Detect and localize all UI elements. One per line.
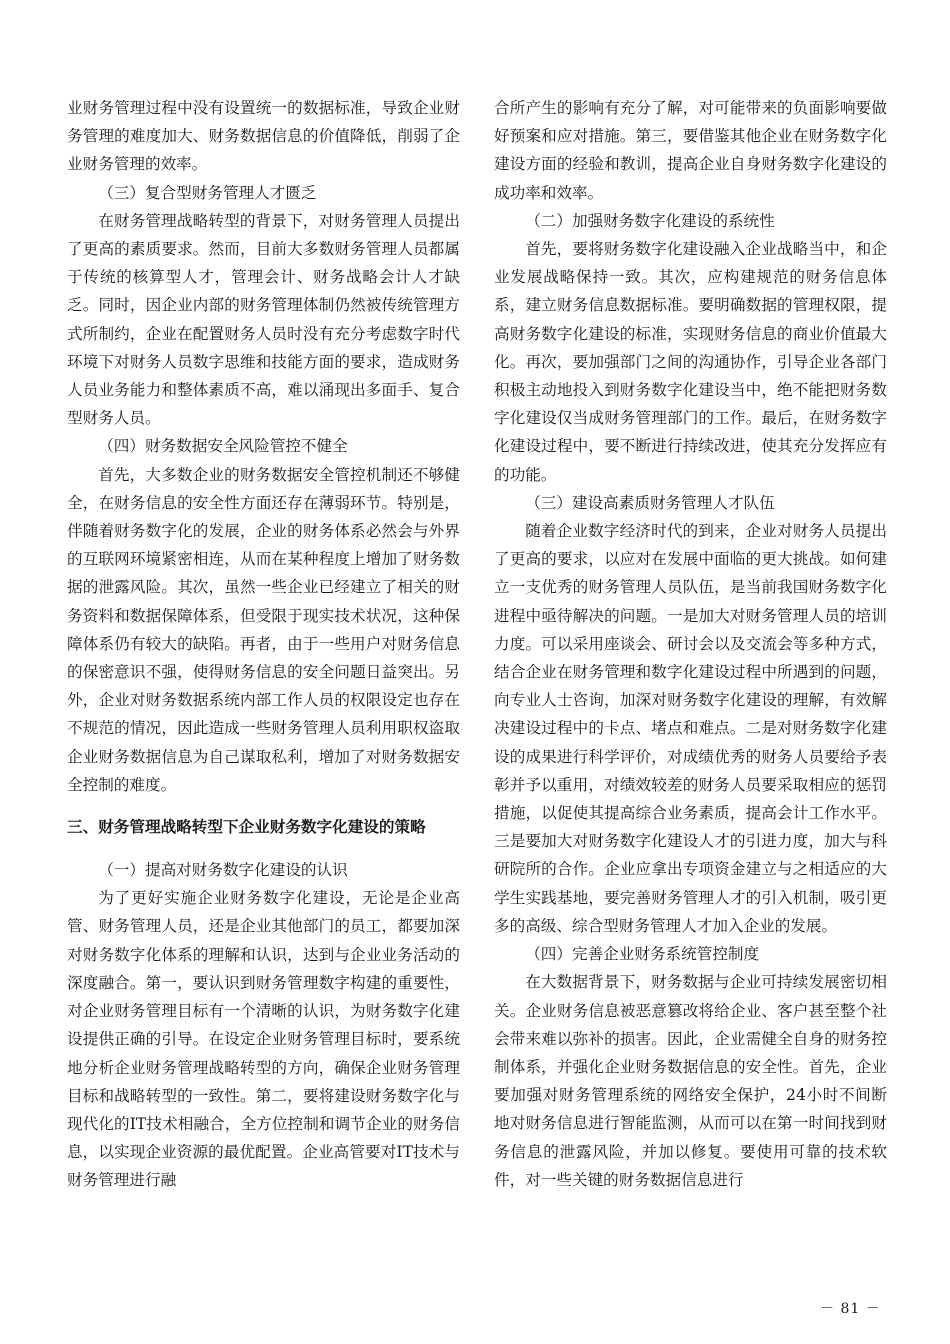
subheading-talent-team: （三）建设高素质财务管理人才队伍 — [525, 493, 775, 512]
paragraph-awareness: 为了更好实施企业财务数字化建设，无论是企业高管、财务管理人员，还是企业其他部门的员工，都要加深对财务数字化体系的理解和认识，达到与企业业务活动的深度融合。第一，要认识到财务管理数字构建的重要性，对企业财务管理目标有一个清晰的认识，为财务数字化建设提供正确的引导。在设定企业财务管理目标时，要系统地分析企业财务管理战略转型的方向，确保企业财务管理目标和战略转型的一致性。第二，要将建设财务数字化与现代化的IT技术相融合，全方位控制和调节企业的财务信息，以实现企业资源的最优配置。企业高管要对IT技术与财务管理进行融 — [67, 889, 460, 1190]
subheading-data-security: （四）财务数据安全风险管控不健全 — [98, 437, 348, 456]
paragraph-talent-shortage: 在财务管理战略转型的背景下，对财务管理人员提出了更高的素质要求。然而，目前大多数财务管理人员都属于传统的核算型人才，管理会计、财务战略会计人才缺乏。同时，因企业内部的财务管理体制仍然被传统管理方式所制约，企业在配置财务人员时没有充分考虑数字时代环境下对财务人员数字思维和技能方面的要求，造成财务人员业务能力和整体素质不高，难以涌现出多面手、复合型财务人员。 — [67, 211, 460, 428]
subheading-systematic: （二）加强财务数字化建设的系统性 — [525, 211, 775, 230]
paragraph-continued: 业财务管理过程中没有设置统一的数据标准，导致企业财务管理的难度加大、财务数据信息的价值降低，削弱了企业财务管理的效率。 — [67, 99, 460, 174]
paragraph-talent-team: 随着企业数字经济时代的到来，企业对财务人员提出了更高的要求，以应对在发展中面临的更大挑战。如何建立一支优秀的财务管理人员队伍，是当前我国财务数字化进程中亟待解决的问题。一是加大对财务管理人员的培训力度。可以采用座谈会、研讨会以及交流会等多种方式，结合企业在财务管理和数字化建设过程中所遇到的问题，向专业人士咨询，加深对财务数字化建设的理解，有效解决建设过程中的卡点、堵点和难点。二是对财务数字化建设的成果进行科学评价，对成绩优秀的财务人员要给予表彰并予以重用，对绩效较差的财务人员要采取相应的惩罚措施，以促使其提高综合业务素质，提高会计工作水平。三是要加大对财务数字化建设人才的引进力度，加大与科研院所的合作。企业应拿出专项资金建立与之相适应的大学生实践基地，要完善财务管理人才的引入机制，吸引更多的高级、综合型财务管理人才加入企业的发展。 — [494, 522, 887, 935]
subheading-control-system: （四）完善企业财务系统管控制度 — [525, 945, 760, 964]
paragraph-systematic: 首先，要将财务数字化建设融入企业战略当中，和企业发展战略保持一致。其次，应构建规范的财务信息体系，建立财务信息数据标准。要明确数据的管理权限，提高财务数字化建设的标准，实现财务信息的商业价值最大化。再次，要加强部门之间的沟通协作，引导企业各部门积极主动地投入到财务数字化建设当中，绝不能把财务数字化建设仅当成财务管理部门的工作。最后，在财务数字化建设过程中，要不断进行持续改进，使其充分发挥应有的功能。 — [494, 240, 887, 484]
subheading-talent-shortage: （三）复合型财务管理人才匮乏 — [98, 183, 317, 202]
paragraph-data-security: 首先，大多数企业的财务数据安全管控机制还不够健全，在财务信息的安全性方面还存在薄弱环节。特别是，伴随着财务数字化的发展，企业的财务体系必然会与外界的互联网环境紧密相连，从而在某种程度上增加了财务数据的泄露风险。其次，虽然一些企业已经建立了相关的财务资料和数据保障体系，但受限于现实技术状况，这种保障体系仍有较大的缺陷。再者，由于一些用户对财务信息的保密意识不强，使得财务信息的安全问题日益突出。另外，企业对财务数据系统内部工作人员的权限设定也存在不规范的情况，因此造成一些财务管理人员利用职权盗取企业财务数据信息为自己谋取私利，增加了对财务数据安全控制的难度。 — [67, 465, 460, 794]
subheading-awareness: （一）提高对财务数字化建设的认识 — [98, 861, 348, 880]
section-title-strategies: 三、财务管理战略转型下企业财务数字化建设的策略 — [67, 818, 426, 837]
paragraph-control-system: 在大数据背景下，财务数据与企业可持续发展密切相关。企业财务信息被恶意篡改将给企业、客户甚至整个社会带来难以弥补的损害。因此，企业需健全自身的财务控制体系，并强化企业财务数据信息的安全性。首先，企业要加强对财务管理系统的网络安全保护，24小时不间断地对财务信息进行智能监测，从而可以在第一时间找到财务信息的泄露风险，并加以修复。要使用可靠的技术软件，对一些关键的财务数据信息进行 — [494, 973, 887, 1189]
paragraph-continued: 合所产生的影响有充分了解，对可能带来的负面影响要做好预案和应对措施。第三，要借鉴其他企业在财务数字化建设方面的经验和教训，提高企业自身财务数字化建设的成功率和效率。 — [494, 99, 887, 202]
left-column — [67, 94, 460, 1195]
right-column — [494, 94, 887, 1194]
page-number: － 81 － — [820, 1301, 881, 1317]
